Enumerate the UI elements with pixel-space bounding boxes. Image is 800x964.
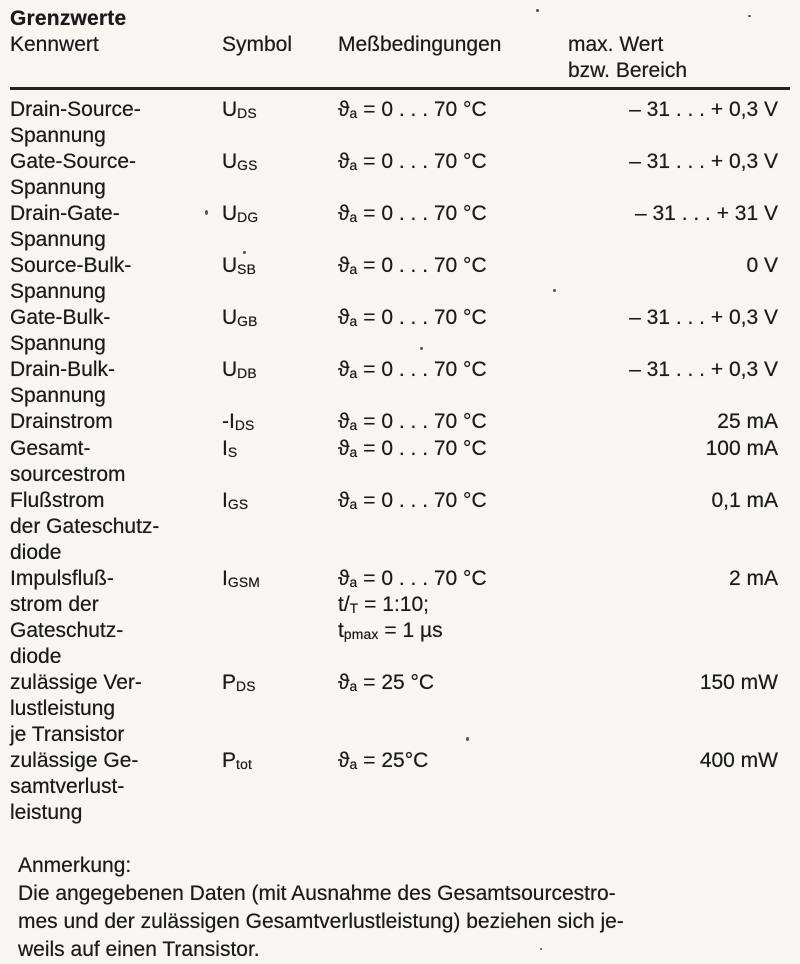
note-line: weils auf einen Transistor. [18,938,260,961]
column-header-symbol: Symbol [222,33,293,56]
table-row [10,201,778,253]
scan-speck [748,15,751,17]
value-cell: 25 mA [717,410,778,433]
symbol-cell: $U_{DG}$ [222,202,259,225]
kennwert-cell [10,436,222,488]
scan-speck [540,948,542,950]
conditions-cell [338,748,568,774]
value-cell: – 31 . . . + 0,3 V [629,98,778,121]
symbol-cell: $U_{GS}$ [222,150,258,173]
value-cell: – 31 . . . + 0,3 V [629,306,778,329]
kennwert-cell [10,149,222,201]
text-line: Spannung [10,384,106,407]
text-line: je Transistor [10,723,125,746]
conditions-cell [338,149,568,175]
kennwert-cell [10,357,222,409]
note-heading: Anmerkung: [18,854,132,877]
kennwert-cell [10,253,222,305]
text-line: zulässige Ge- [10,749,139,772]
conditions-cell [338,201,568,227]
table-row [10,670,778,748]
column-header-kennwert: Kennwert [10,33,99,56]
condition-line: $ϑ_a = 0$ . . . 70 °C [338,150,487,173]
value-cell: 0 V [746,254,778,277]
table-row [10,566,778,670]
column-header-value [568,32,778,84]
kennwert-cell [10,97,222,149]
value-cell: 150 mW [699,671,778,694]
condition-line: $ϑ_a = 0$ . . . 70 °C [338,437,487,460]
table-row [10,436,778,488]
text-line: Impulsfluß- [10,567,114,590]
conditions-cell [338,97,568,123]
value-cell: 100 mA [705,437,778,460]
symbol-cell: $P_{tot}$ [222,749,253,772]
condition-line: $ϑ_a = 25^\circ C$ [338,749,429,772]
scan-speck [553,289,556,292]
conditions-cell [338,253,568,279]
kennwert-cell [10,201,222,253]
text-line: Source-Bulk- [10,254,132,277]
text-line: sourcestrom [10,463,126,486]
condition-line: $t_{pmax} = 1$ µs [338,619,443,642]
condition-line: $ϑ_a = 0$ . . . 70 °C [338,202,487,225]
text-line: Spannung [10,124,106,147]
note-line: Die angegebenen Daten (mit Ausnahme des Gesamtsourcestro- [18,882,616,905]
text-line: leistung [10,801,83,824]
table-title: Grenzwerte [10,7,127,30]
symbol-cell: $I_{GSM}$ [222,567,261,590]
note-section [18,852,778,964]
conditions-cell [338,436,568,462]
kennwert-cell [10,305,222,357]
column-header-value-line1: max. Wert [568,33,664,56]
table-row [10,409,778,436]
symbol-cell: $U_{DS}$ [222,98,257,121]
table-body [10,97,778,826]
value-cell: 2 mA [728,567,778,590]
text-line: zulässige Ver- [10,671,142,694]
conditions-cell [338,670,568,696]
text-line: Gate-Source- [10,150,137,173]
symbol-cell: $-I_{DS}$ [222,410,255,433]
text-line: Drain-Bulk- [10,358,116,381]
condition-line: $ϑ_a = 0$ . . . 70 °C [338,98,487,121]
value-cell: 400 mW [699,749,778,772]
text-line: Spannung [10,176,106,199]
conditions-cell [338,409,568,435]
kennwert-cell [10,748,222,826]
condition-line: $ϑ_a = 0$ . . . 70 °C [338,254,487,277]
table-row [10,97,778,149]
text-line: Spannung [10,228,106,251]
table-row [10,357,778,409]
condition-line: $t/_T$ = 1:10; [338,593,429,616]
conditions-cell [338,357,568,383]
text-line: Drainstrom [10,410,113,433]
condition-line: $ϑ_a = 0$ . . . 70 °C [338,567,487,590]
scan-speck [243,251,246,254]
kennwert-cell [10,409,222,435]
text-line: Drain-Source- [10,98,141,121]
conditions-cell [338,305,568,331]
text-line: Gateschutz- [10,619,124,642]
symbol-cell: $P_{DS}$ [222,671,256,694]
text-line: Drain-Gate- [10,202,120,225]
text-line: strom der [10,593,99,616]
text-line: Spannung [10,332,106,355]
table-row [10,748,778,826]
symbol-cell: $I_S$ [222,437,238,460]
text-line: Flußstrom [10,489,105,512]
value-cell: – 31 . . . + 31 V [634,202,778,225]
symbol-cell: $U_{DB}$ [222,358,257,381]
table-row [10,488,778,566]
value-cell: 0,1 mA [711,489,778,512]
scan-speck [536,9,539,12]
scan-speck [466,737,469,741]
symbol-cell: $U_{SB}$ [222,254,257,277]
column-header-conditions: Meßbedingungen [338,33,502,56]
value-cell: – 31 . . . + 0,3 V [629,150,778,173]
symbol-cell: $U_{GB}$ [222,306,258,329]
value-cell: – 31 . . . + 0,3 V [629,358,778,381]
text-line: diode [10,541,62,564]
condition-line: $ϑ_a = 25$ °C [338,671,435,694]
header-rule [10,87,790,90]
condition-line: $ϑ_a = 0$ . . . 70 °C [338,358,487,381]
text-line: der Gateschutz- [10,515,160,538]
column-header-value-line2: bzw. Bereich [568,59,688,82]
scan-speck [205,210,208,215]
kennwert-cell [10,670,222,748]
condition-line: $ϑ_a = 0$ . . . 70 °C [338,306,487,329]
text-line: diode [10,645,62,668]
note-line: mes und der zulässigen Gesamtverlustleistung) beziehen sich je- [18,910,624,933]
table-row [10,149,778,201]
conditions-cell [338,566,568,644]
kennwert-cell [10,488,222,566]
text-line: Spannung [10,280,106,303]
condition-line: $ϑ_a = 0$ . . . 70 °C [338,410,487,433]
symbol-cell: $I_{GS}$ [222,489,249,512]
text-line: Gate-Bulk- [10,306,111,329]
table-column-headers [10,32,778,84]
table-row [10,253,778,305]
note-body [18,880,778,964]
scan-speck [420,347,423,350]
condition-line: $ϑ_a = 0$ . . . 70 °C [338,489,487,512]
text-line: lustleistung [10,697,116,720]
text-line: Gesamt- [10,437,91,460]
text-line: samtverlust- [10,775,125,798]
table-row [10,305,778,357]
conditions-cell [338,488,568,514]
kennwert-cell [10,566,222,670]
